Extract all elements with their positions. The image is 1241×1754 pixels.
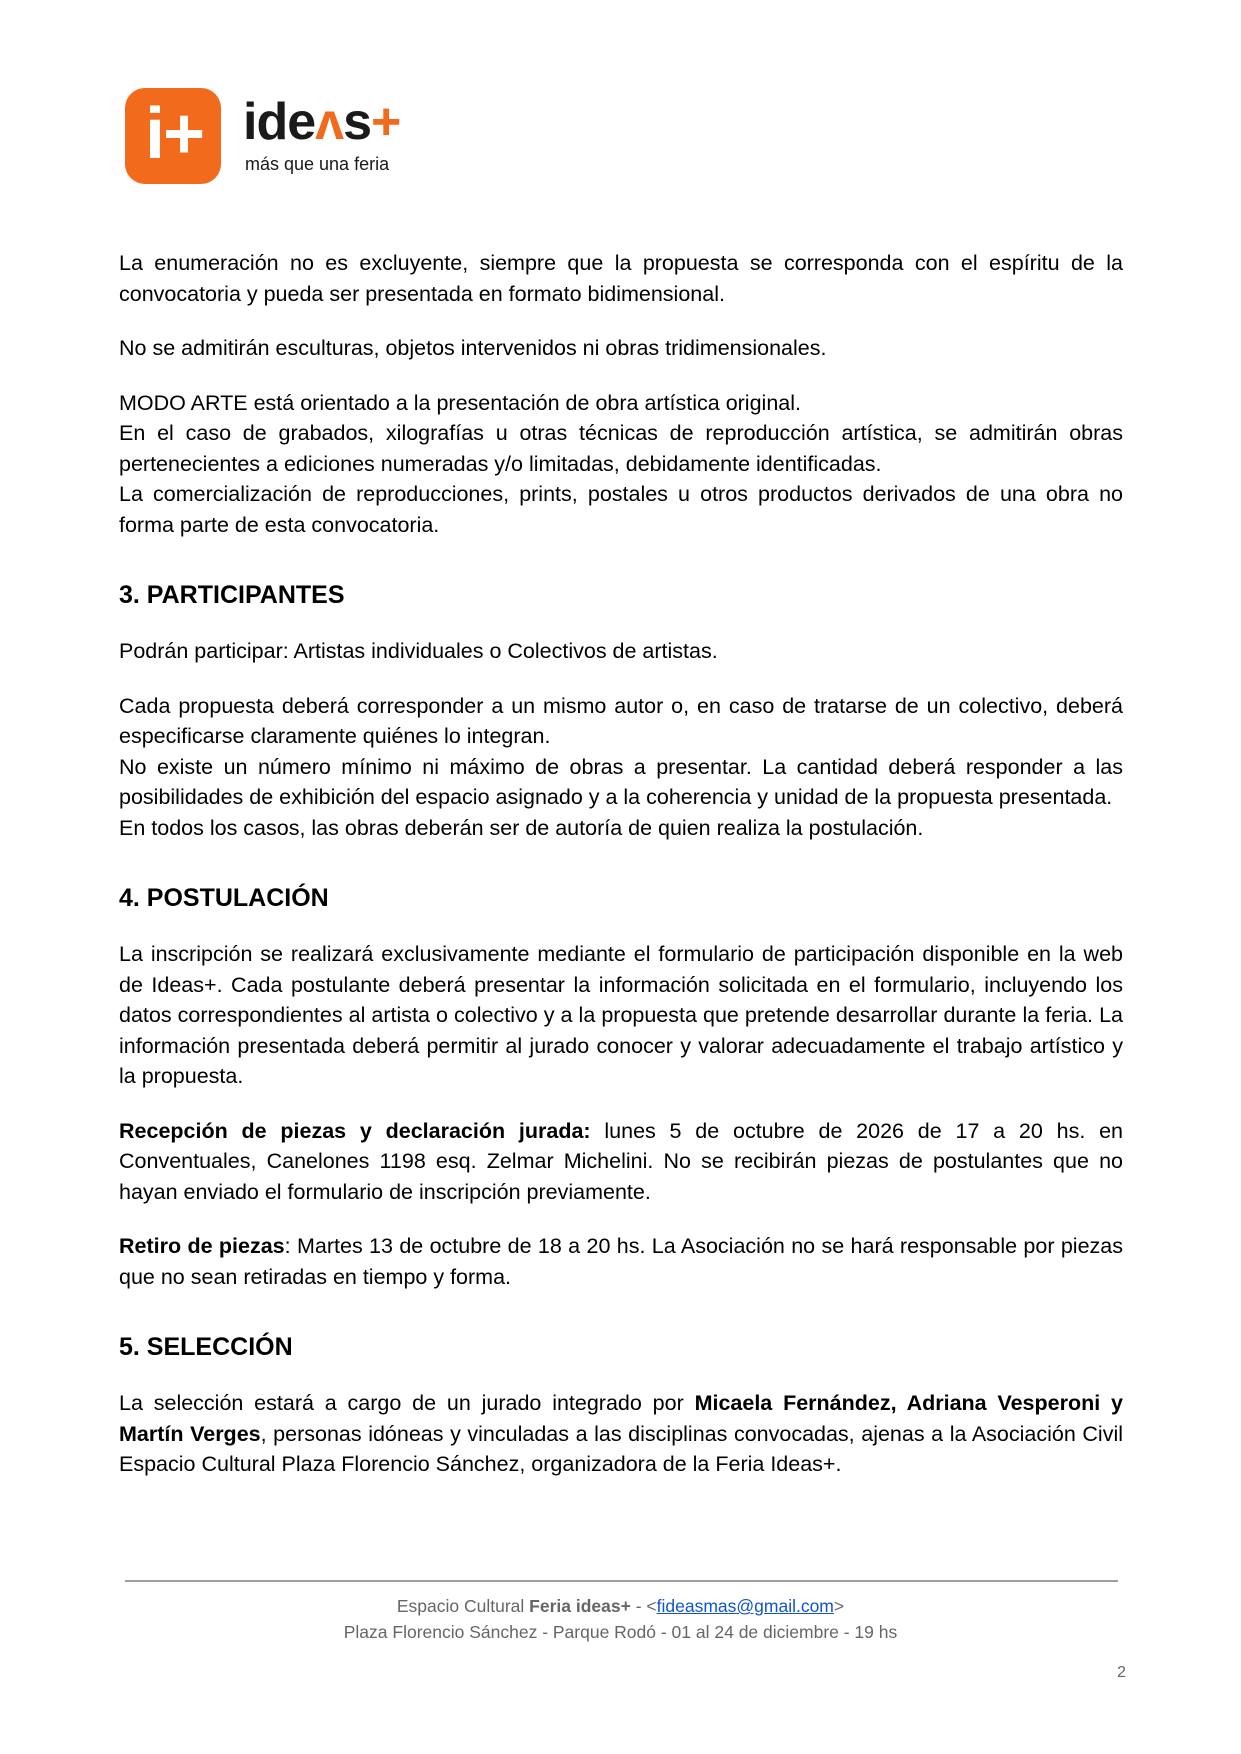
paragraph-retiro (119, 1231, 1123, 1292)
footer-line-1 (0, 1594, 1241, 1618)
logo-word-a: ide (243, 93, 316, 151)
page-number: 2 (1117, 1664, 1126, 1681)
logo-word-caret: ʌ (315, 93, 344, 151)
label-retiro: Retiro de piezas (119, 1234, 285, 1258)
logo-wordmark (243, 92, 400, 152)
paragraph-podran-participar: Podrán participar: Artistas individuales o Colectivos de artistas. (119, 639, 718, 663)
heading-seleccion: 5. SELECCIÓN (119, 1333, 293, 1361)
paragraph-enumeracion: La enumeración no es excluyente, siempre que la propuesta se corresponda con el espíritu de la convocatoria y pueda ser presentada en formato bidimensional. (119, 251, 1123, 306)
text-recepcion: lunes 5 de octubre de 2026 de 17 a 20 hs. en Conventuales, Canelones 1198 esq. Zelmar Michelini. No se recibirán piezas de postulantes que no hayan enviado el formulario de inscripción previamente. (119, 1118, 1123, 1204)
footer-brand: Feria ideas+ (529, 1596, 631, 1616)
paragraph-seleccion (119, 1388, 1123, 1480)
ideas-logo (125, 88, 425, 188)
logo-tagline: más que una feria (245, 154, 390, 174)
heading-participantes: 3. PARTICIPANTES (119, 581, 345, 609)
text-seleccion-a: La selección estará a cargo de un jurado integrado por (119, 1391, 695, 1415)
footer-text-c: > (833, 1596, 845, 1616)
paragraph-modo-arte: MODO ARTE está orientado a la presentación de obra artística original. (119, 390, 801, 415)
footer-line-2: Plaza Florencio Sánchez - Parque Rodó - 01 al 24 de diciembre - 19 hs (343, 1622, 898, 1642)
label-recepcion: Recepción de piezas y declaración jurada: (119, 1118, 591, 1143)
footer-email-link[interactable]: fideasmas@gmail.com (656, 1596, 834, 1616)
footer-text-a: Espacio Cultural (396, 1596, 530, 1616)
logo-badge (125, 88, 221, 184)
paragraph-no-esculturas: No se admitirán esculturas, objetos intervenidos ni obras tridimensionales. (119, 336, 827, 360)
text-retiro: : Martes 13 de octubre de 18 a 20 hs. La Asociación no se hará responsable por piezas que no sean retiradas en tiempo y forma. (119, 1234, 1123, 1289)
paragraph-autoria: En todos los casos, las obras deberán ser de autoría de quien realiza la postulación. (119, 815, 924, 840)
logo-word-plus: + (370, 93, 401, 151)
paragraph-mismo-autor: Cada propuesta deberá corresponder a un mismo autor o, en caso de tratarse de un colectivo, deberá especificarse claramente quiénes lo integran. (119, 693, 1123, 748)
logo-word-b: s (343, 93, 371, 151)
paragraph-comercializacion: La comercialización de reproducciones, prints, postales u otros productos derivados de una obra no forma parte de esta convocatoria. (119, 482, 1123, 537)
document-body (119, 248, 1123, 1480)
logo-mark: i+ (144, 94, 204, 174)
text-seleccion-b: , personas idóneas y vinculadas a las disciplinas convocadas, ajenas a la Asociación Civil Espacio Cultural Plaza Florencio Sánchez, organizadora de la Feria Ideas+. (119, 1421, 1123, 1476)
paragraph-recepcion (119, 1116, 1123, 1208)
jurado-names: Micaela Fernández, Adriana Vesperoni y Martín Verges (119, 1391, 1123, 1446)
paragraph-numero-obras: No existe un número mínimo ni máximo de obras a presentar. La cantidad deberá responder a las posibilidades de exhibición del espacio asignado y a la coherencia y unidad de la propuesta presentada. (119, 754, 1123, 809)
footer-text-b: - < (630, 1596, 657, 1616)
paragraph-grabados: En el caso de grabados, xilografías u otras técnicas de reproducción artística, se admitirán obras pertenecientes a ediciones numeradas y/o limitadas, debidamente identificadas. (119, 421, 1123, 476)
heading-postulacion: 4. POSTULACIÓN (119, 884, 329, 912)
footer-divider (125, 1580, 1118, 1582)
paragraph-inscripcion: La inscripción se realizará exclusivamente mediante el formulario de participación disponible en la web de Ideas+. Cada postulante deberá presentar la información solicitada en el formulario, incluyendo los datos correspondientes al artista o colectivo y a la propuesta que pretende desarrollar durante la feria. La información presentada deberá permitir al jurado conocer y valorar adecuadamente el trabajo artístico y la propuesta. (119, 942, 1123, 1088)
